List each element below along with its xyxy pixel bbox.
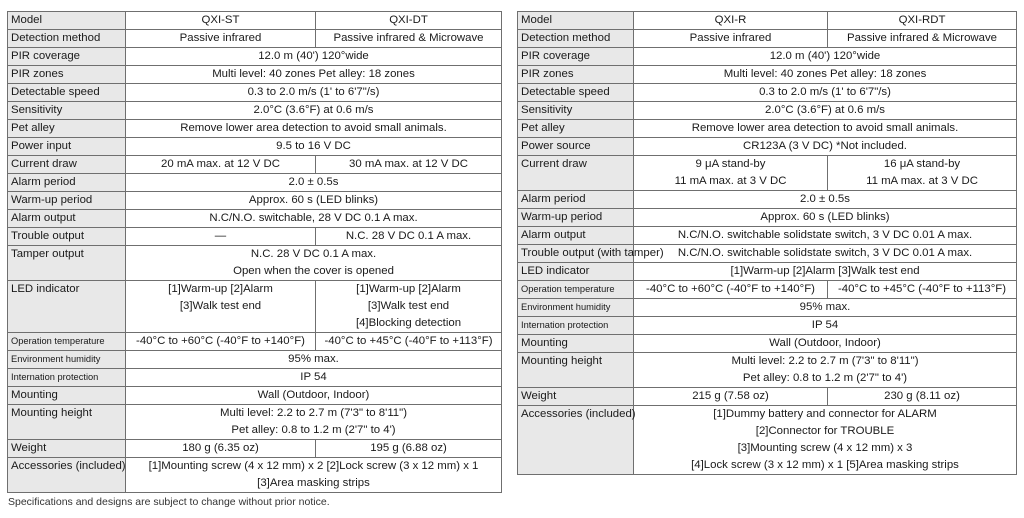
cell-line: Open when the cover is opened bbox=[233, 265, 394, 277]
cell-value: -40°C to +60°C (-40°F to +140°F) bbox=[126, 333, 316, 351]
cell-value bbox=[126, 281, 316, 333]
cell-value: Passive infrared & Microwave bbox=[828, 30, 1017, 48]
cell-value: 0.3 to 2.0 m/s (1' to 6'7"/s) bbox=[126, 84, 502, 102]
row-label bbox=[518, 406, 634, 475]
cell-value: 180 g (6.35 oz) bbox=[126, 440, 316, 458]
table-row bbox=[8, 210, 502, 228]
table-row bbox=[8, 387, 502, 405]
cell-line: [4]Lock screw (3 x 12 mm) x 1 [5]Area masking strips bbox=[691, 459, 959, 471]
table-row bbox=[8, 174, 502, 192]
table-row bbox=[8, 228, 502, 246]
table-row bbox=[518, 335, 1017, 353]
table-row bbox=[518, 102, 1017, 120]
table-row bbox=[518, 12, 1017, 30]
cell-value: N.C/N.O. switchable solidstate switch, 3 V DC 0.01 A max. bbox=[634, 245, 1017, 263]
label-line: (included) bbox=[75, 460, 126, 472]
cell-value: Passive infrared bbox=[634, 30, 828, 48]
label-line: Accessories bbox=[521, 408, 583, 420]
cell-line: [4]Blocking detection bbox=[355, 317, 462, 329]
row-label: Mounting height bbox=[518, 353, 634, 388]
cell-value: N.C/N.O. switchable solidstate switch, 3 V DC 0.01 A max. bbox=[634, 227, 1017, 245]
table-row bbox=[8, 405, 502, 440]
row-label: Pet alley bbox=[518, 120, 634, 138]
table-row bbox=[518, 30, 1017, 48]
table-row bbox=[8, 333, 502, 351]
cell-line: 11 mA max. at 3 V DC bbox=[866, 175, 978, 187]
row-label: Detectable speed bbox=[518, 84, 634, 102]
spec-table-qxi-r-rdt bbox=[517, 11, 1017, 475]
row-label: Mounting bbox=[8, 387, 126, 405]
table-row bbox=[518, 406, 1017, 475]
row-label: Environment humidity bbox=[8, 351, 126, 369]
table-row bbox=[8, 192, 502, 210]
row-label: Pet alley bbox=[8, 120, 126, 138]
cell-value: 0.3 to 2.0 m/s (1' to 6'7"/s) bbox=[634, 84, 1017, 102]
cell-line: [3]Walk test end bbox=[367, 300, 450, 312]
cell-value: 30 mA max. at 12 V DC bbox=[316, 156, 502, 174]
header-model-label: Model bbox=[8, 12, 126, 30]
cell-value: IP 54 bbox=[126, 369, 502, 387]
row-label: Alarm output bbox=[8, 210, 126, 228]
cell-line: [1]Mounting screw (4 x 12 mm) x 2 [2]Lock screw (3 x 12 mm) x 1 bbox=[148, 460, 479, 472]
cell-value: Multi level: 40 zones Pet alley: 18 zones bbox=[634, 66, 1017, 84]
cell-value: N.C/N.O. switchable, 28 V DC 0.1 A max. bbox=[126, 210, 502, 228]
table-row bbox=[8, 120, 502, 138]
cell-line: 16 μA stand-by bbox=[883, 158, 961, 170]
table-row bbox=[8, 48, 502, 66]
table-row bbox=[8, 351, 502, 369]
label-line: (with tamper) bbox=[597, 247, 664, 259]
cell-value: Wall (Outdoor, Indoor) bbox=[634, 335, 1017, 353]
row-label: LED indicator bbox=[8, 281, 126, 333]
table-row bbox=[8, 246, 502, 281]
row-label: Detection method bbox=[8, 30, 126, 48]
row-label: Current draw bbox=[8, 156, 126, 174]
row-label: Warm-up period bbox=[518, 209, 634, 227]
cell-value: Passive infrared bbox=[126, 30, 316, 48]
cell-value: Approx. 60 s (LED blinks) bbox=[634, 209, 1017, 227]
header-model-qxi-r: QXI-R bbox=[634, 12, 828, 30]
cell-value: 95% max. bbox=[126, 351, 502, 369]
row-label: Alarm output bbox=[518, 227, 634, 245]
row-label: Power input bbox=[8, 138, 126, 156]
cell-value: 215 g (7.58 oz) bbox=[634, 388, 828, 406]
cell-line: 11 mA max. at 3 V DC bbox=[674, 175, 787, 187]
cell-value: [1]Warm-up [2]Alarm [3]Walk test end bbox=[634, 263, 1017, 281]
table-row bbox=[518, 84, 1017, 102]
cell-value: Remove lower area detection to avoid small animals. bbox=[126, 120, 502, 138]
cell-line: [1]Warm-up [2]Alarm bbox=[168, 283, 273, 295]
cell-line: N.C. 28 V DC 0.1 A max. bbox=[250, 248, 377, 260]
row-label: Detectable speed bbox=[8, 84, 126, 102]
table-row bbox=[518, 281, 1017, 299]
cell-value: 12.0 m (40') 120°wide bbox=[634, 48, 1017, 66]
table-row bbox=[518, 209, 1017, 227]
table-row bbox=[8, 369, 502, 387]
row-label: PIR zones bbox=[8, 66, 126, 84]
cell-value: -40°C to +45°C (-40°F to +113°F) bbox=[316, 333, 502, 351]
row-label: Weight bbox=[8, 440, 126, 458]
label-line: Accessories bbox=[11, 460, 73, 472]
cell-value bbox=[126, 458, 502, 493]
label-line: Trouble output bbox=[521, 247, 595, 259]
row-label: Operation temperature bbox=[8, 333, 126, 351]
cell-line: Pet alley: 0.8 to 1.2 m (2'7" to 4') bbox=[742, 372, 908, 384]
header-model-qxi-dt: QXI-DT bbox=[316, 12, 502, 30]
cell-value bbox=[634, 406, 1017, 475]
row-label bbox=[8, 458, 126, 493]
table-row bbox=[8, 138, 502, 156]
table-row bbox=[518, 66, 1017, 84]
table-row bbox=[8, 440, 502, 458]
cell-value bbox=[126, 405, 502, 440]
cell-value: CR123A (3 V DC) *Not included. bbox=[634, 138, 1017, 156]
table-row bbox=[518, 227, 1017, 245]
cell-value: Passive infrared & Microwave bbox=[316, 30, 502, 48]
cell-line: Multi level: 2.2 to 2.7 m (7'3" to 8'11") bbox=[731, 355, 919, 367]
cell-value: Wall (Outdoor, Indoor) bbox=[126, 387, 502, 405]
table-row bbox=[518, 120, 1017, 138]
table-row bbox=[518, 156, 1017, 191]
table-row bbox=[8, 458, 502, 493]
row-label: Operation temperature bbox=[518, 281, 634, 299]
cell-value: 9.5 to 16 V DC bbox=[126, 138, 502, 156]
cell-line: Multi level: 2.2 to 2.7 m (7'3" to 8'11") bbox=[220, 407, 407, 419]
row-label: Weight bbox=[518, 388, 634, 406]
row-label: Warm-up period bbox=[8, 192, 126, 210]
cell-value: 2.0°C (3.6°F) at 0.6 m/s bbox=[126, 102, 502, 120]
row-label: PIR coverage bbox=[8, 48, 126, 66]
row-label: Power source bbox=[518, 138, 634, 156]
footnote: Specifications and designs are subject to change without prior notice. bbox=[8, 496, 330, 508]
cell-value: 230 g (8.11 oz) bbox=[828, 388, 1017, 406]
table-row bbox=[518, 353, 1017, 388]
table-row bbox=[518, 138, 1017, 156]
cell-value: Approx. 60 s (LED blinks) bbox=[126, 192, 502, 210]
row-label: Mounting height bbox=[8, 405, 126, 440]
row-label: Internation protection bbox=[518, 317, 634, 335]
cell-value: Multi level: 40 zones Pet alley: 18 zones bbox=[126, 66, 502, 84]
row-label: LED indicator bbox=[518, 263, 634, 281]
cell-line: [3]Mounting screw (4 x 12 mm) x 3 bbox=[737, 442, 913, 454]
row-label: Environment humidity bbox=[518, 299, 634, 317]
table-row bbox=[518, 191, 1017, 209]
cell-value: Remove lower area detection to avoid small animals. bbox=[634, 120, 1017, 138]
table-row bbox=[518, 317, 1017, 335]
cell-value bbox=[634, 353, 1017, 388]
cell-value: -40°C to +60°C (-40°F to +140°F) bbox=[634, 281, 828, 299]
cell-value: 2.0 ± 0.5s bbox=[634, 191, 1017, 209]
cell-value: N.C. 28 V DC 0.1 A max. bbox=[316, 228, 502, 246]
row-label: Trouble output bbox=[8, 228, 126, 246]
cell-line: Pet alley: 0.8 to 1.2 m (2'7" to 4') bbox=[231, 424, 396, 436]
row-label bbox=[518, 245, 664, 263]
table-row bbox=[8, 281, 502, 333]
cell-value bbox=[828, 156, 1017, 191]
cell-value bbox=[634, 156, 828, 191]
cell-value: IP 54 bbox=[634, 317, 1017, 335]
table-row bbox=[518, 48, 1017, 66]
cell-value: 2.0°C (3.6°F) at 0.6 m/s bbox=[634, 102, 1017, 120]
cell-value: -40°C to +45°C (-40°F to +113°F) bbox=[828, 281, 1017, 299]
cell-line: 9 μA stand-by bbox=[695, 158, 766, 170]
row-label: PIR coverage bbox=[518, 48, 634, 66]
table-row bbox=[8, 66, 502, 84]
row-label: Alarm period bbox=[8, 174, 126, 192]
row-label: Internation protection bbox=[8, 369, 126, 387]
cell-value bbox=[316, 281, 502, 333]
cell-value: 95% max. bbox=[634, 299, 1017, 317]
row-label: Sensitivity bbox=[8, 102, 126, 120]
header-model-qxi-rdt: QXI-RDT bbox=[828, 12, 1017, 30]
cell-line: [1]Dummy battery and connector for ALARM bbox=[713, 408, 937, 420]
table-row bbox=[8, 84, 502, 102]
row-label: Sensitivity bbox=[518, 102, 634, 120]
table-row bbox=[8, 156, 502, 174]
cell-value: 195 g (6.88 oz) bbox=[316, 440, 502, 458]
cell-line: [3]Walk test end bbox=[179, 300, 262, 312]
row-label: Mounting bbox=[518, 335, 634, 353]
cell-line: [2]Connector for TROUBLE bbox=[755, 425, 895, 437]
table-row bbox=[518, 245, 1017, 263]
table-row bbox=[518, 299, 1017, 317]
table-row bbox=[8, 102, 502, 120]
cell-value: 12.0 m (40') 120°wide bbox=[126, 48, 502, 66]
row-label: Detection method bbox=[518, 30, 634, 48]
table-row bbox=[8, 30, 502, 48]
cell-value: — bbox=[126, 228, 316, 246]
table-row bbox=[518, 388, 1017, 406]
header-model-label: Model bbox=[518, 12, 634, 30]
header-model-qxi-st: QXI-ST bbox=[126, 12, 316, 30]
row-label: Tamper output bbox=[8, 246, 126, 281]
cell-value: 2.0 ± 0.5s bbox=[126, 174, 502, 192]
cell-line: [1]Warm-up [2]Alarm bbox=[356, 283, 461, 295]
cell-value: 20 mA max. at 12 V DC bbox=[126, 156, 316, 174]
table-row bbox=[518, 263, 1017, 281]
row-label: Alarm period bbox=[518, 191, 634, 209]
table-row bbox=[8, 12, 502, 30]
cell-line: [3]Area masking strips bbox=[257, 477, 370, 489]
row-label: PIR zones bbox=[518, 66, 634, 84]
spec-table-qxi-st-dt bbox=[7, 11, 502, 493]
label-line: (included) bbox=[585, 408, 636, 420]
cell-value bbox=[126, 246, 502, 281]
row-label: Current draw bbox=[518, 156, 634, 191]
